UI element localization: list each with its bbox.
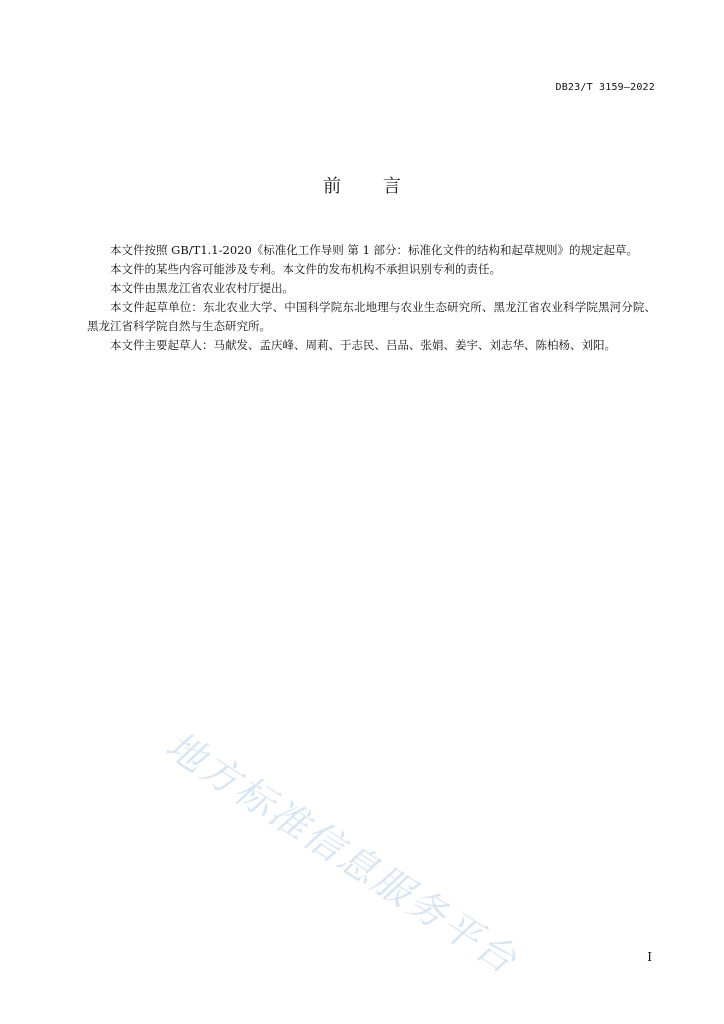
standard-code: DB23/T 3159—2022 (555, 82, 655, 93)
paragraph-drafters: 本文件主要起草人：马献发、孟庆峰、周莉、于志民、吕品、张娟、姜宇、刘志华、陈柏杨、刘阳。 (110, 338, 616, 352)
foreword-body (87, 241, 656, 355)
paragraph-drafting-rules: 本文件按照 GB/T1.1-2020《标准化工作导则 第 1 部分：标准化文件的结构和起草规则》的规定起草。 (110, 243, 639, 257)
page-number: I (647, 950, 652, 964)
paragraph-drafting-units: 本文件起草单位：东北农业大学、中国科学院东北地理与农业生态研究所、黑龙江省农业科学院黑河分院、黑龙江省科学院自然与生态研究所。 (87, 300, 656, 333)
paragraph-patent-notice: 本文件的某些内容可能涉及专利。本文件的发布机构不承担识别专利的责任。 (110, 262, 501, 276)
page-title: 前 言 (323, 176, 419, 197)
paragraph-proposer: 本文件由黑龙江省农业农村厅提出。 (110, 281, 294, 295)
watermark: 地方标准信息服务平台 (158, 722, 526, 984)
